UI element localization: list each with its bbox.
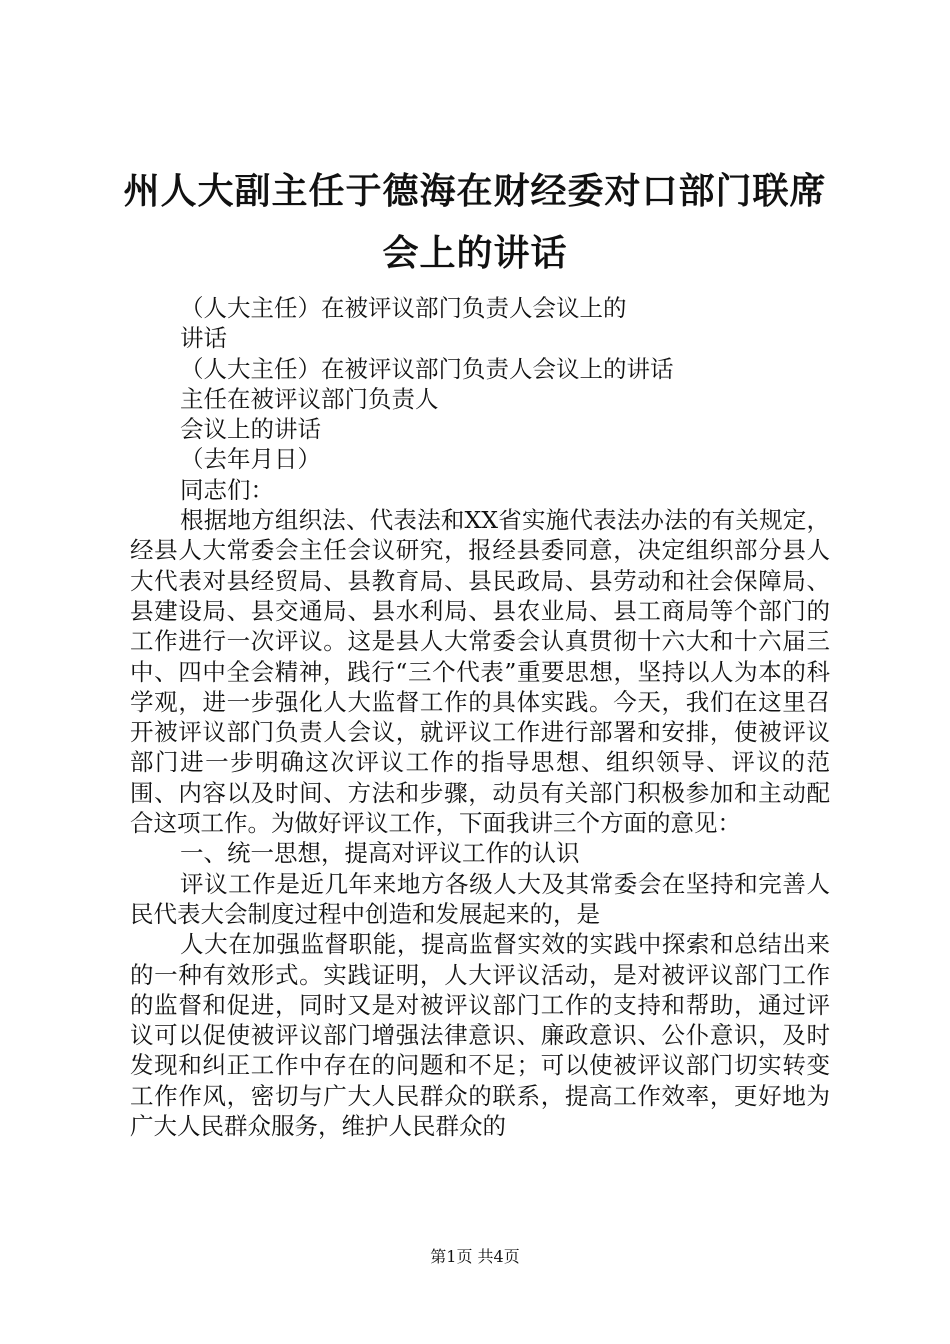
section-heading: 一、统一思想，提高对评议工作的认识 bbox=[180, 839, 580, 868]
body-paragraph: 评议工作是近几年来地方各级人大及其常委会在坚持和完善人民代表大会制度过程中创造和发展起来的，是 bbox=[130, 869, 830, 928]
document-body bbox=[130, 293, 830, 1141]
header-line: （人大主任）在被评议部门负责人会议上的讲话 bbox=[180, 354, 674, 383]
salutation: 同志们： bbox=[180, 475, 274, 504]
header-line: （人大主任）在被评议部门负责人会议上的 bbox=[180, 294, 627, 322]
header-line: 主任在被评议部门负责人 bbox=[180, 384, 439, 413]
header-line: （去年月日） bbox=[180, 445, 321, 474]
body-paragraph: 根据地方组织法、代表法和XX省实施代表法办法的有关规定，经县人大常委会主任会议研究，报经县委同意，决定组织部分县人大代表对县经贸局、县教育局、县民政局、县劳动和社会保障局、县建设局、县交通局、县水利局、县农业局、县工商局等个部门的工作进行一次评议。这是县人大常委会认真贯彻十六大和十六届三中、四中全会精神，践行“三个代表”重要思想，坚持以人为本的科学观，进一步强化人大监督工作的具体实践。今天，我们在这里召开被评议部门负责人会议，就评议工作进行部署和安排，使被评议部门进一步明确这次评议工作的指导思想、组织领导、评议的范围、内容以及时间、方法和步骤，动员有关部门积极参加和主动配合这项工作。为做好评议工作，下面我讲三个方面的意见： bbox=[130, 506, 830, 838]
document-title: 州人大副主任于德海在财经委对口部门联席会上的讲话 bbox=[123, 170, 827, 274]
page-footer: 第1页 共4页 bbox=[430, 1247, 520, 1266]
header-line: 会议上的讲话 bbox=[180, 415, 321, 444]
header-line: 讲话 bbox=[180, 324, 227, 353]
body-paragraph: 人大在加强监督职能，提高监督实效的实践中探索和总结出来的一种有效形式。实践证明，人大评议活动，是对被评议部门工作的监督和促进，同时又是对被评议部门工作的支持和帮助，通过评议可以促使被评议部门增强法律意识、廉政意识、公仆意识，及时发现和纠正工作中存在的问题和不足；可以使被评议部门切实转变工作作风，密切与广大人民群众的联系，提高工作效率，更好地为广大人民群众服务，维护人民群众的 bbox=[130, 930, 830, 1141]
